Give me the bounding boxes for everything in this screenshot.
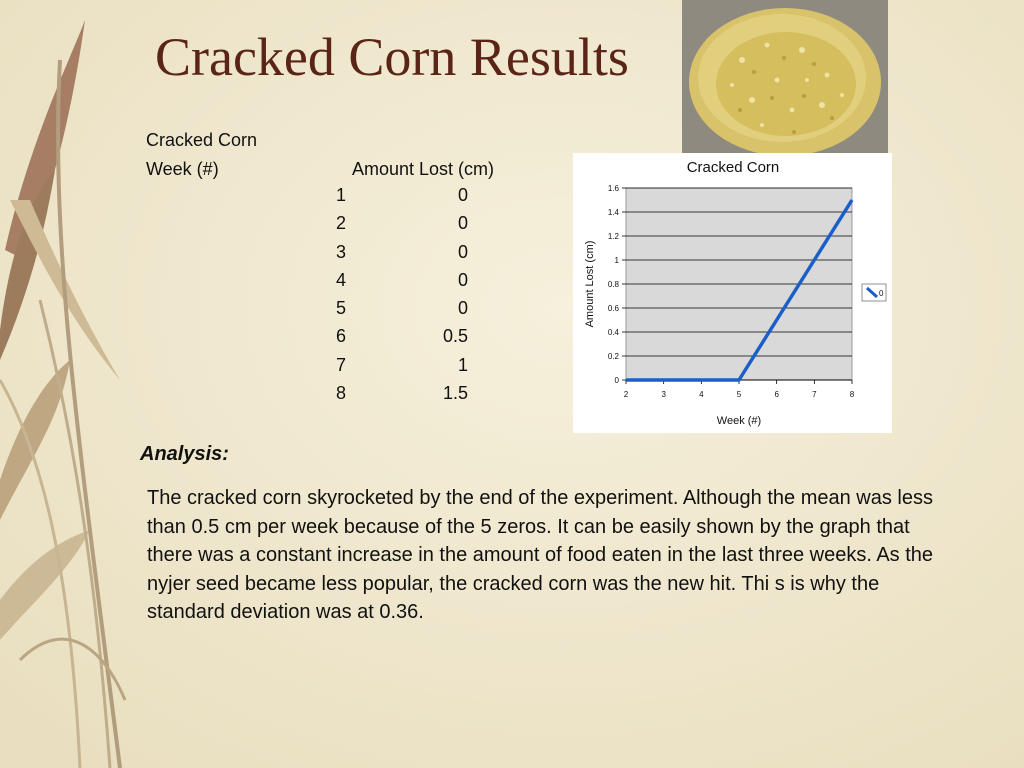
y-tick-label: 0.2 <box>607 352 619 361</box>
x-tick-label: 6 <box>774 390 779 399</box>
amount-cell: 0 <box>457 241 468 262</box>
y-tick-label: 0.4 <box>607 328 619 337</box>
y-tick-label: 0.6 <box>607 304 619 313</box>
table-row <box>300 326 480 354</box>
y-tick-label: 1 <box>614 256 619 265</box>
y-axis-label: Amount Lost (cm) <box>584 240 596 328</box>
table-row <box>300 185 480 213</box>
amount-cell: 0 <box>457 269 468 290</box>
x-tick-label: 5 <box>736 390 742 399</box>
y-tick-label: 0.8 <box>607 280 619 289</box>
x-tick-label: 3 <box>661 390 666 399</box>
legend-label: 0 <box>879 289 884 298</box>
table-header-amount: Amount Lost (cm) <box>352 159 495 179</box>
table-body <box>300 185 480 411</box>
week-cell: 4 <box>336 269 347 290</box>
table-row <box>300 298 480 326</box>
amount-cell: 0 <box>457 298 468 319</box>
x-tick-label: 2 <box>623 390 629 399</box>
table-row <box>300 383 480 411</box>
amount-cell: 0 <box>457 185 468 205</box>
y-tick-label: 1.4 <box>607 208 619 217</box>
cracked-corn-photo <box>682 0 888 158</box>
week-cell: 2 <box>336 213 347 234</box>
amount-cell: 1 <box>457 354 468 375</box>
table-row <box>300 213 480 241</box>
chart-title: Cracked Corn <box>686 159 780 176</box>
slide-title: Cracked Corn Results <box>155 27 629 87</box>
x-axis-label: Week (#) <box>716 415 762 427</box>
table-row <box>300 270 480 298</box>
table-row <box>300 242 480 270</box>
analysis-heading: Analysis: <box>140 443 229 465</box>
week-cell: 1 <box>336 185 347 205</box>
y-tick-label: 1.2 <box>607 232 619 241</box>
x-tick-label: 8 <box>849 390 855 399</box>
week-cell: 6 <box>336 326 347 347</box>
y-tick-label: 1.6 <box>607 184 619 193</box>
x-tick-label: 4 <box>699 390 704 399</box>
line-chart <box>573 153 892 433</box>
analysis-text: The cracked corn skyrocketed by the end of the experiment. Although the mean was less than 0.5 cm per week because of the 5 zeros. It can be easily shown by the graph that there was a constant increase in the amount of food eaten in the last three weeks. As the nyjer seed became less popular, the cracked corn was the new hit. Thi s is why the standard deviation was at 0.36. <box>147 487 934 623</box>
table-row <box>300 355 480 383</box>
y-tick-label: 0 <box>614 376 619 385</box>
amount-cell: 0.5 <box>442 326 468 347</box>
chart-svg <box>573 153 892 433</box>
table-caption: Cracked Corn <box>146 130 258 150</box>
week-cell: 8 <box>336 383 347 404</box>
x-tick-label: 7 <box>812 390 817 399</box>
amount-cell: 0 <box>457 213 468 234</box>
week-cell: 5 <box>336 298 347 319</box>
week-cell: 3 <box>336 241 347 262</box>
week-cell: 7 <box>336 354 347 375</box>
table-header-week: Week (#) <box>146 159 219 179</box>
amount-cell: 1.5 <box>442 383 468 404</box>
